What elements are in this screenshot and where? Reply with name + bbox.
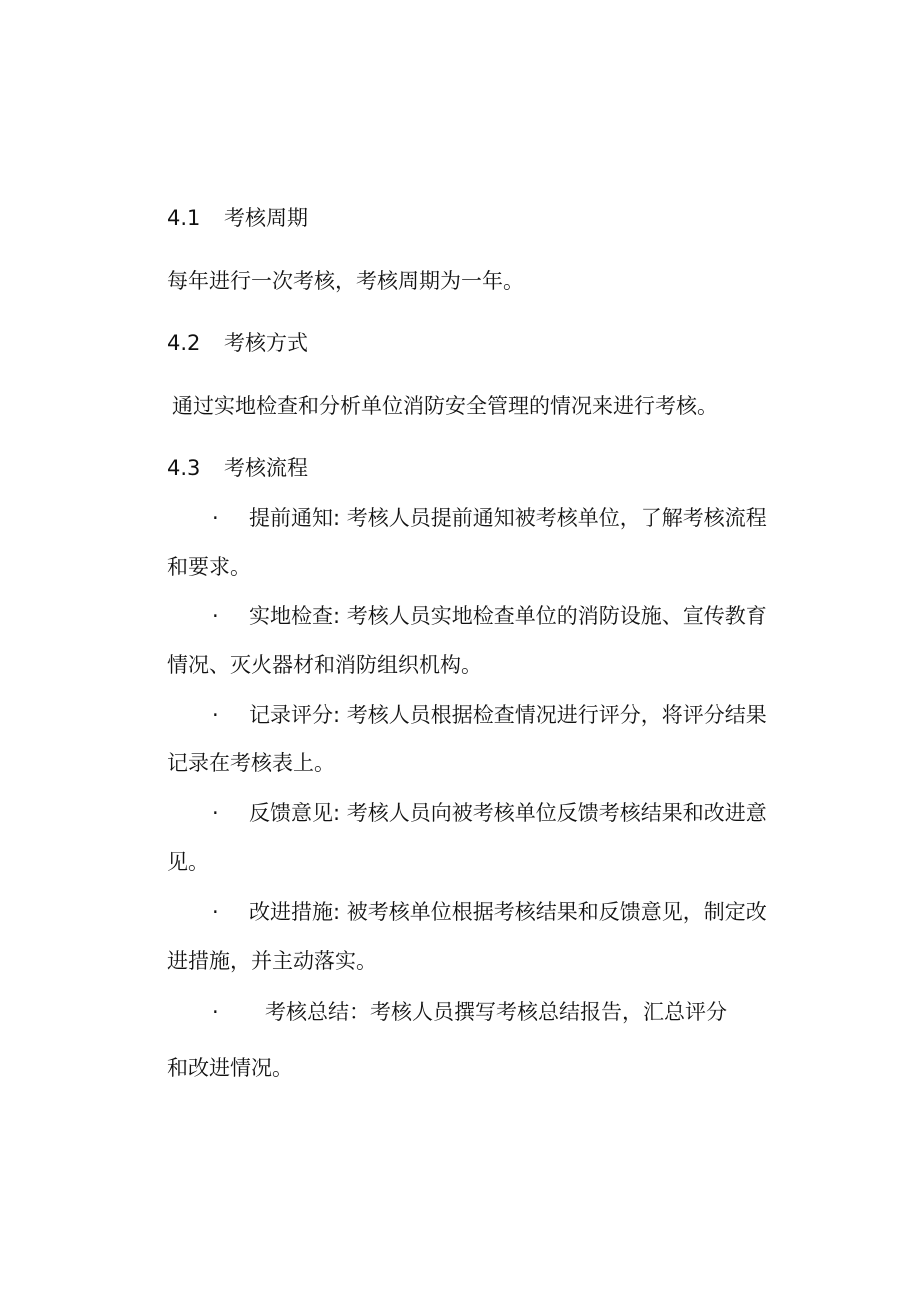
section-heading-4-2 [167, 330, 308, 356]
step-6-line-1: 考核总结：考核人员撰写考核总结报告，汇总评分 [265, 1000, 727, 1024]
step-2-line-2: 情况、灭火器材和消防组织机构。 [167, 653, 482, 677]
section-body-4-2: 通过实地检查和分析单位消防安全管理的情况来进行考核。 [172, 394, 718, 418]
bullet-marker: · [212, 900, 219, 924]
step-6-line-2: 和改进情况。 [167, 1056, 293, 1080]
step-1-line-1: 提前通知: 考核人员提前通知被考核单位，了解考核流程 [249, 506, 767, 530]
section-number: 4.1 [167, 206, 201, 230]
step-5-line-1: 改进措施: 被考核单位根据考核结果和反馈意见，制定改 [249, 900, 767, 924]
section-title: 考核周期 [224, 206, 308, 230]
step-3-line-2: 记录在考核表上。 [167, 751, 335, 775]
bullet-marker: · [212, 801, 219, 825]
step-4-line-1: 反馈意见: 考核人员向被考核单位反馈考核结果和改进意 [249, 801, 767, 825]
section-heading-4-1 [167, 205, 308, 231]
step-3-line-1: 记录评分: 考核人员根据检查情况进行评分，将评分结果 [249, 703, 767, 727]
step-1-line-2: 和要求。 [167, 555, 251, 579]
step-4-line-2: 见。 [167, 850, 209, 874]
bullet-marker: · [212, 1000, 219, 1024]
section-heading-4-3 [167, 455, 308, 481]
step-5-line-2: 进措施，并主动落实。 [167, 949, 377, 973]
section-title: 考核流程 [224, 456, 308, 480]
step-2-line-1: 实地检查: 考核人员实地检查单位的消防设施、宣传教育 [249, 604, 767, 628]
section-body-4-1: 每年进行一次考核，考核周期为一年。 [167, 269, 524, 293]
section-number: 4.3 [167, 456, 201, 480]
bullet-marker: · [212, 506, 219, 530]
section-title: 考核方式 [224, 331, 308, 355]
bullet-marker: · [212, 703, 219, 727]
section-number: 4.2 [167, 331, 201, 355]
bullet-marker: · [212, 604, 219, 628]
